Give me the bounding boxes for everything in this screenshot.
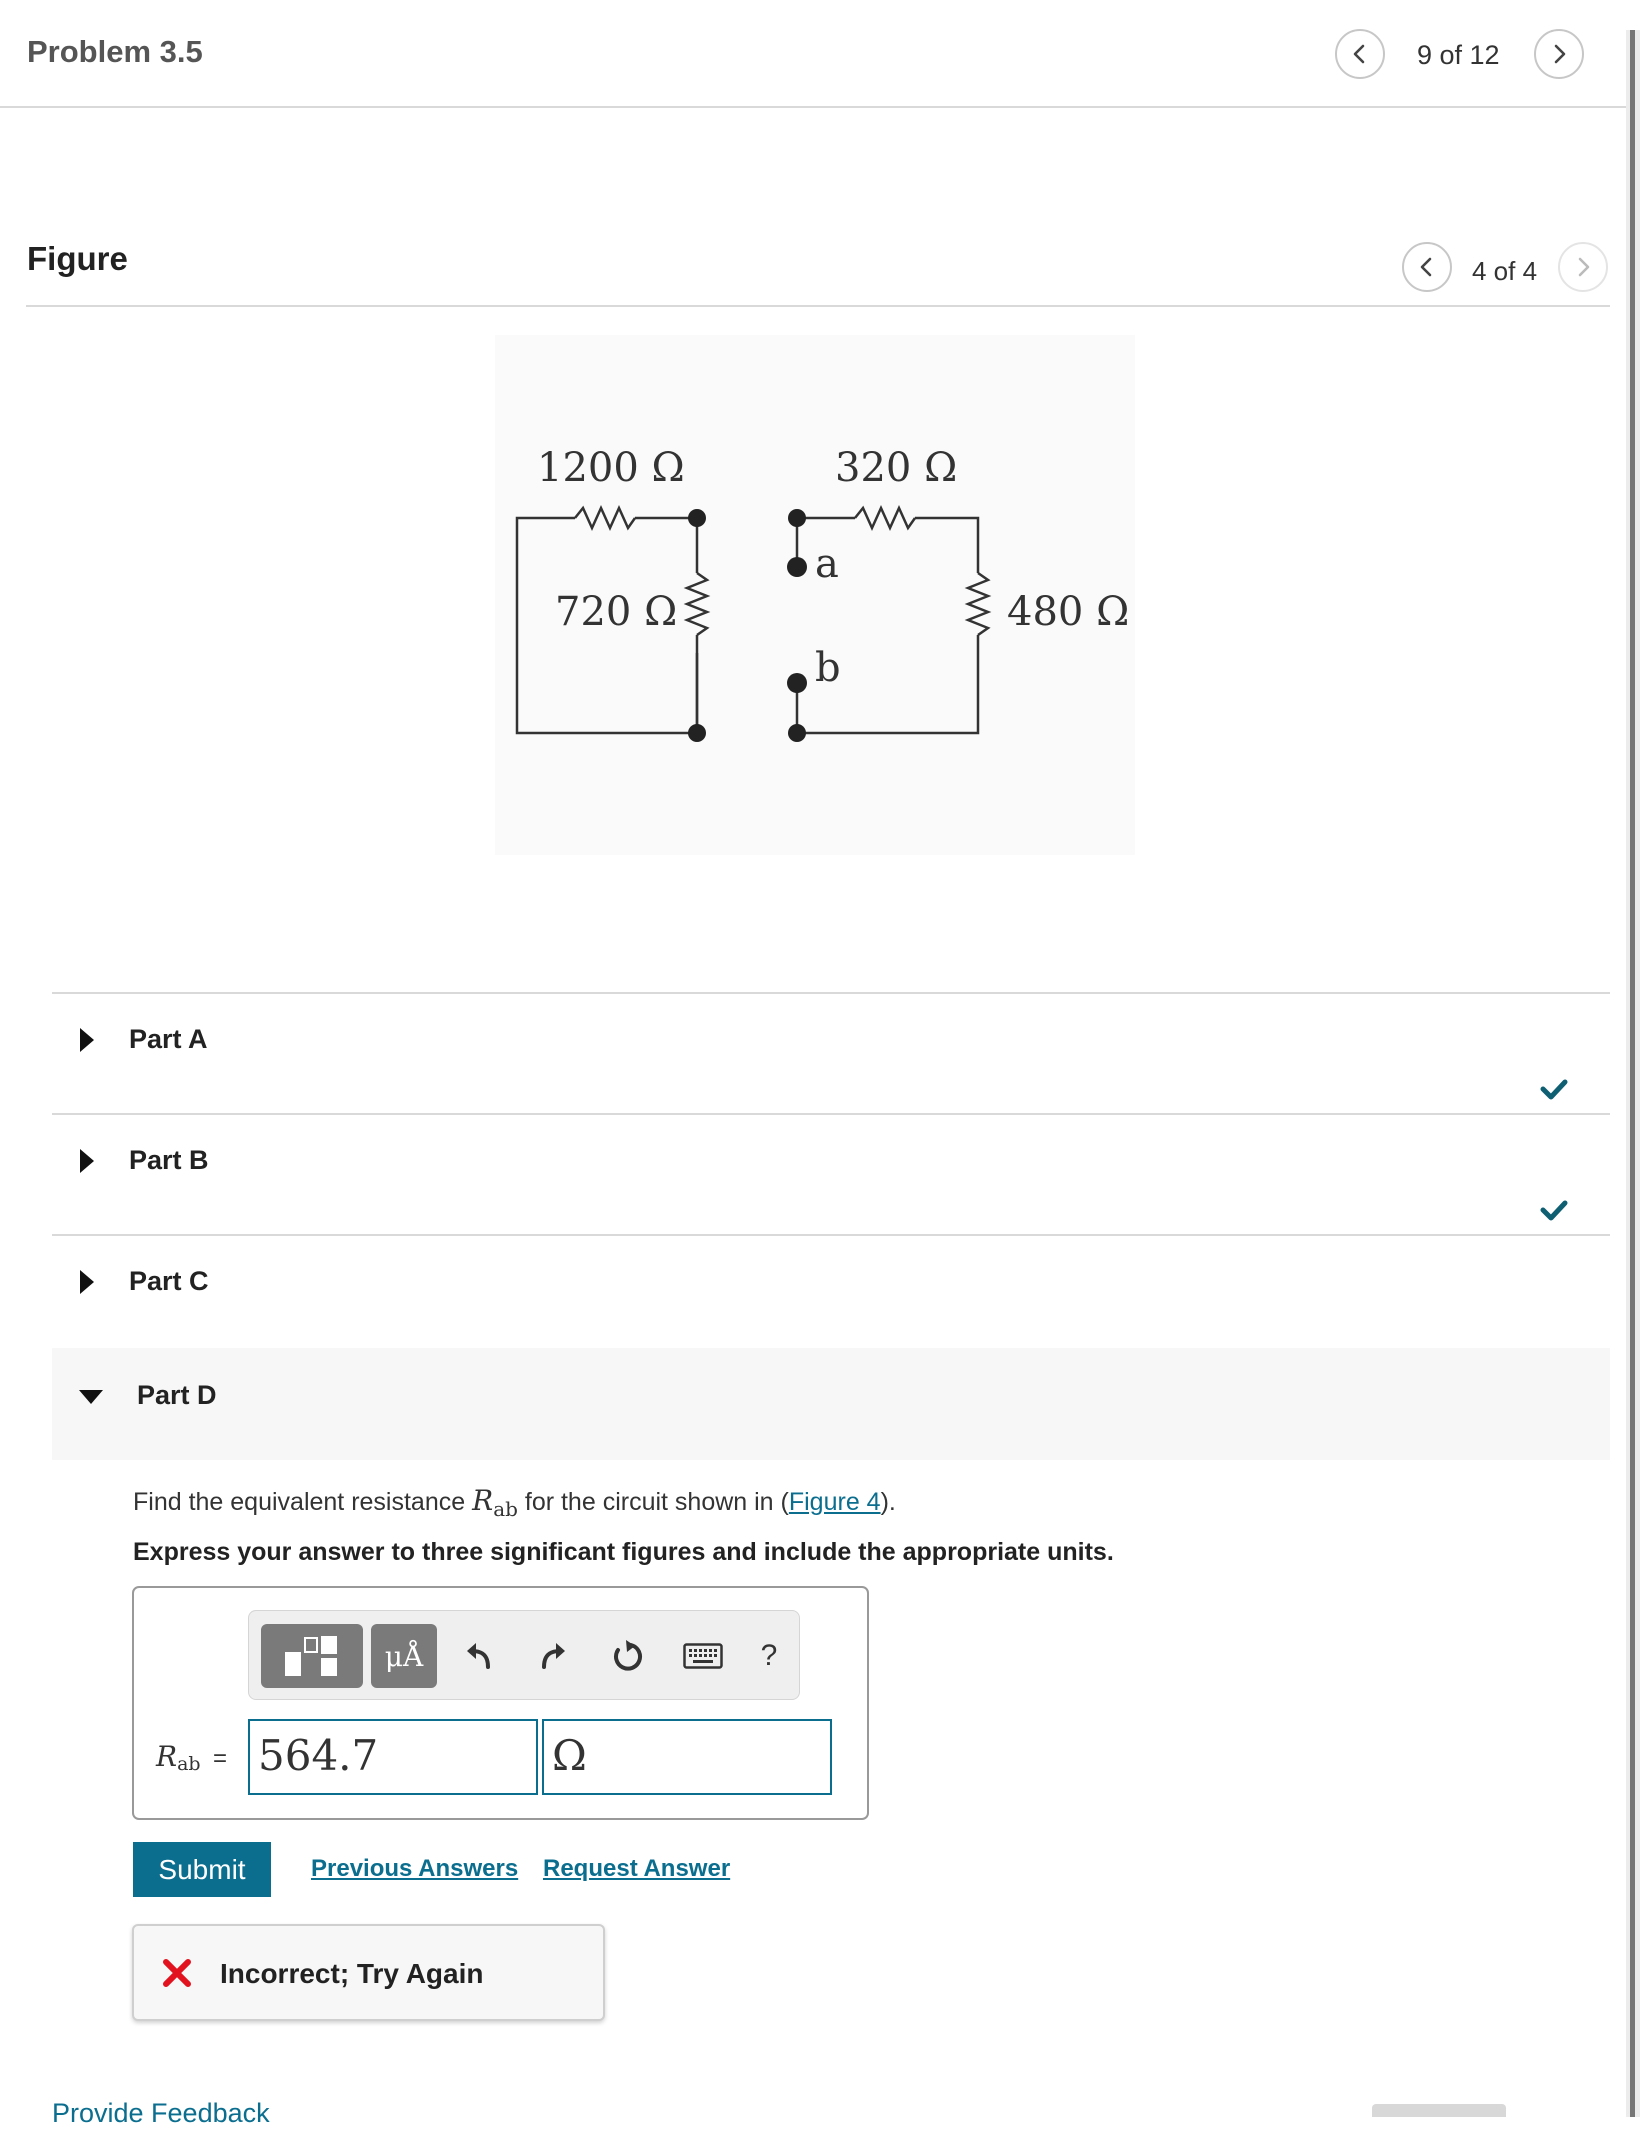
- value-text: 564.7: [258, 1731, 379, 1780]
- undo-icon: [462, 1639, 496, 1673]
- part-a-label: Part A: [129, 1024, 208, 1054]
- feedback-text: Incorrect; Try Again: [220, 1958, 484, 1989]
- part-c-label: Part C: [129, 1266, 209, 1296]
- scrollbar-track[interactable]: [1626, 30, 1640, 2117]
- part-b-row[interactable]: [52, 1115, 1610, 1233]
- next-figure-button[interactable]: [1558, 242, 1608, 292]
- help-button[interactable]: [749, 1631, 789, 1681]
- units-button[interactable]: [371, 1624, 437, 1688]
- redo-button[interactable]: [529, 1631, 577, 1681]
- chevron-left-icon: [1349, 43, 1371, 65]
- label-node-b: b: [815, 645, 841, 691]
- part-b-label: Part B: [129, 1145, 209, 1175]
- part-d-header[interactable]: [52, 1348, 1610, 1460]
- problem-pager: 9 of 12: [1417, 40, 1500, 70]
- circuit-diagram: [495, 335, 1135, 855]
- figure-divider: [26, 305, 1610, 307]
- help-label: ?: [760, 1639, 778, 1672]
- expand-arrow-icon: [80, 1028, 94, 1052]
- instruction-text: Express your answer to three significant figures and include the appropriate units.: [133, 1538, 1114, 1566]
- previous-problem-button[interactable]: [1335, 29, 1385, 79]
- problem-title: Problem 3.5: [27, 34, 203, 69]
- label-480: 480 Ω: [1007, 589, 1130, 635]
- templates-button[interactable]: [261, 1624, 363, 1688]
- chevron-left-icon: [1416, 256, 1438, 278]
- templates-icon: [277, 1630, 347, 1682]
- submit-button[interactable]: Submit: [133, 1842, 271, 1897]
- figure-pager: 4 of 4: [1472, 256, 1538, 286]
- next-button[interactable]: [1372, 2104, 1506, 2117]
- label-1200: 1200 Ω: [537, 445, 685, 491]
- label-720: 720 Ω: [555, 589, 678, 635]
- feedback-box: [132, 1924, 605, 2021]
- part-d-label: Part D: [137, 1380, 217, 1410]
- redo-icon: [536, 1639, 570, 1673]
- reset-icon: [609, 1638, 645, 1674]
- scrollbar-thumb[interactable]: [1630, 30, 1635, 2117]
- chevron-right-icon: [1572, 256, 1594, 278]
- unit-text: Ω: [552, 1731, 587, 1780]
- next-problem-button[interactable]: [1534, 29, 1584, 79]
- part-a-row[interactable]: [52, 994, 1610, 1112]
- reset-button[interactable]: [603, 1631, 651, 1681]
- figure-4-link[interactable]: Figure 4: [788, 1488, 881, 1516]
- figure-heading: Figure: [27, 240, 128, 277]
- keyboard-icon: [683, 1643, 723, 1669]
- expand-arrow-icon: [80, 1149, 94, 1173]
- answer-panel: [132, 1586, 869, 1820]
- previous-figure-button[interactable]: [1402, 242, 1452, 292]
- undo-button[interactable]: [455, 1631, 503, 1681]
- unit-input[interactable]: [542, 1719, 832, 1795]
- label-320: 320 Ω: [835, 445, 958, 491]
- error-x-icon: [162, 1958, 192, 1988]
- question-text: Find the equivalent resistance $R_{ab}$ for the circuit shown in (Figure 4).: [133, 1484, 896, 1521]
- value-input[interactable]: [248, 1719, 538, 1795]
- checkmark-icon: [1540, 1199, 1568, 1221]
- units-label: μÅ: [384, 1639, 424, 1673]
- keyboard-button[interactable]: [677, 1631, 729, 1681]
- expand-arrow-icon: [80, 1270, 94, 1294]
- chevron-right-icon: [1548, 43, 1570, 65]
- label-node-a: a: [815, 541, 839, 587]
- math-toolbar: [248, 1610, 800, 1700]
- answer-label: $R_{ab}$ =: [156, 1740, 228, 1776]
- request-answer-link[interactable]: Request Answer: [543, 1855, 731, 1882]
- provide-feedback-link[interactable]: Provide Feedback: [52, 2098, 270, 2128]
- checkmark-icon: [1540, 1078, 1568, 1100]
- previous-answers-link[interactable]: Previous Answers: [311, 1855, 519, 1882]
- part-c-row[interactable]: [52, 1236, 1610, 1346]
- collapse-arrow-icon: [79, 1390, 103, 1404]
- header-divider: [0, 106, 1630, 108]
